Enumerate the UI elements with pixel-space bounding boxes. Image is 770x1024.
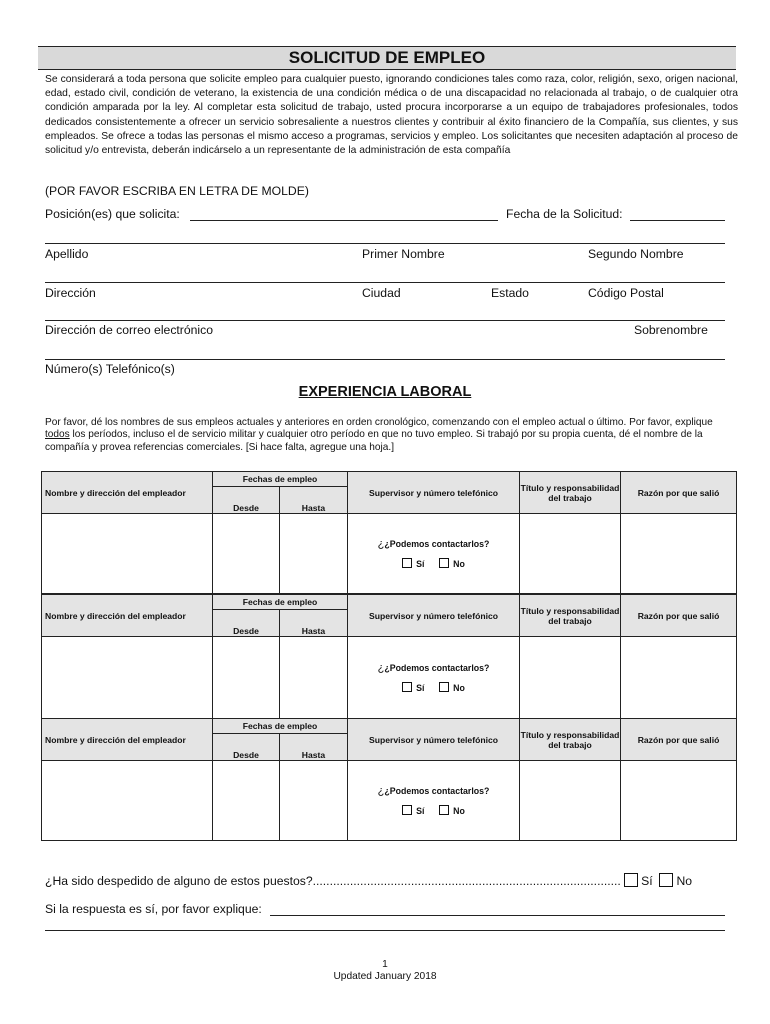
nickname-label: Sobrenombre <box>634 323 708 337</box>
contact-no-checkbox[interactable] <box>439 805 449 815</box>
employer-table-3 <box>41 718 737 841</box>
from-header: Desde <box>213 734 280 761</box>
state-label: Estado <box>491 286 529 300</box>
email-label: Dirección de correo electrónico <box>45 323 213 337</box>
job-title-cell[interactable] <box>520 514 621 594</box>
name-field-line[interactable] <box>45 243 725 244</box>
contact-yes-checkbox[interactable] <box>402 805 412 815</box>
supervisor-cell[interactable] <box>348 637 520 719</box>
job-title-header: Título y responsabilidad del trabajo <box>520 472 621 514</box>
to-header: Hasta <box>280 610 348 637</box>
employer-cell[interactable] <box>42 637 213 719</box>
explain-field[interactable] <box>270 915 725 916</box>
middle-name-label: Segundo Nombre <box>588 247 684 261</box>
employer-table-2 <box>41 594 737 719</box>
reason-cell[interactable] <box>621 761 737 841</box>
employer-header: Nombre y dirección del empleador <box>42 472 213 514</box>
application-date-label: Fecha de la Solicitud: <box>506 207 623 221</box>
supervisor-cell[interactable] <box>348 761 520 841</box>
last-name-label: Apellido <box>45 247 89 261</box>
contact-question: ¿¿Podemos contactarlos? <box>377 784 490 797</box>
reason-header: Razón por que salió <box>621 595 737 637</box>
instructions-underlined: todos <box>45 429 70 441</box>
contact-options <box>348 804 519 818</box>
eeo-statement: Se considerará a toda persona que solicite empleo para cualquier puesto, ignorando condiciones tales como raza, color, religión, sexo, origen nacional, edad, estado civil, condición de veterano, la existencia de una condición médica o de una discapacidad no relacionada al trabajo, o de cualquier otra condición amparada por la ley. Al completar esta solicitud de trabajo, usted procura incorporarse a un equipo de trabajadores profesionales, todos dedicados consistentemente a ofrecer un servicio sobresaliente a nuestros clientes y contribuir al éxito financiero de la Compañía, sus clientes, y sus empleados. Se ofrece a todas las personas el mismo acceso a programas, servicios y empleo. Los solicitantes que necesiten adaptación al proceso de solicitud y/o entrevista, deberán indicárselo a un representante de la administración de esta compañía <box>45 74 738 157</box>
job-title-header: Título y responsabilidad del trabajo <box>520 595 621 637</box>
phone-label: Número(s) Telefónico(s) <box>45 362 175 376</box>
page-title: SOLICITUD DE EMPLEO <box>38 46 736 70</box>
to-cell[interactable] <box>280 514 348 594</box>
contact-yes-label: Sí <box>416 805 425 816</box>
employer-header: Nombre y dirección del empleador <box>42 595 213 637</box>
employer-table-1 <box>41 471 737 594</box>
reason-header: Razón por que salió <box>621 719 737 761</box>
dates-header: Fechas de empleo <box>213 472 348 487</box>
from-header: Desde <box>213 610 280 637</box>
contact-question-text: ¿Podemos contactarlos? <box>384 538 490 549</box>
employer-cell[interactable] <box>42 514 213 594</box>
city-label: Ciudad <box>362 286 401 300</box>
address-field-line[interactable] <box>45 282 725 283</box>
contact-no-checkbox[interactable] <box>439 682 449 692</box>
employer-header: Nombre y dirección del empleador <box>42 719 213 761</box>
phone-field-line[interactable] <box>45 359 725 360</box>
fired-no-checkbox[interactable] <box>659 873 673 887</box>
to-cell[interactable] <box>280 761 348 841</box>
from-cell[interactable] <box>213 514 280 594</box>
dates-header: Fechas de empleo <box>213 595 348 610</box>
application-date-field[interactable] <box>630 220 725 221</box>
fired-yes-label: Sí <box>641 874 653 888</box>
contact-options <box>348 557 519 571</box>
position-field[interactable] <box>190 220 498 221</box>
supervisor-header: Supervisor y número telefónico <box>348 472 520 514</box>
contact-options <box>348 681 519 695</box>
contact-no-checkbox[interactable] <box>439 558 449 568</box>
contact-question-text: ¿Podemos contactarlos? <box>384 662 490 673</box>
contact-yes-checkbox[interactable] <box>402 682 412 692</box>
reason-header: Razón por que salió <box>621 472 737 514</box>
instructions-part1: Por favor, dé los nombres de sus empleos actuales y anteriores en orden cronológico, comenzando con el empleo actual o último. Por favor, explique <box>45 417 713 428</box>
supervisor-header: Supervisor y número telefónico <box>348 595 520 637</box>
updated-note: Updated January 2018 <box>333 971 437 982</box>
employer-cell[interactable] <box>42 761 213 841</box>
job-title-header: Título y responsabilidad del trabajo <box>520 719 621 761</box>
first-name-label: Primer Nombre <box>362 247 445 261</box>
fired-question-row <box>45 873 692 888</box>
fired-no-label: No <box>676 874 693 888</box>
contact-yes-checkbox[interactable] <box>402 558 412 568</box>
explain-label: Si la respuesta es sí, por favor explique: <box>45 902 262 916</box>
fired-yes-checkbox[interactable] <box>624 873 638 887</box>
email-field-line[interactable] <box>45 320 725 321</box>
from-cell[interactable] <box>213 761 280 841</box>
work-experience-instructions <box>45 417 735 454</box>
contact-no-label: No <box>453 805 465 816</box>
from-cell[interactable] <box>213 637 280 719</box>
from-header: Desde <box>213 487 280 514</box>
job-title-cell[interactable] <box>520 637 621 719</box>
explain-field-line-2[interactable] <box>45 930 725 931</box>
to-header: Hasta <box>280 734 348 761</box>
instructions-part2: los períodos, incluso el de servicio militar y cualquier otro período en que no tuvo empleo. Si trabajó por su propia cuenta, dé el nombre de la compañía y provea referencias comerciales. [Si hace falta, agregue una hoja.] <box>45 429 703 453</box>
print-note: (POR FAVOR ESCRIBA EN LETRA DE MOLDE) <box>45 184 309 198</box>
to-cell[interactable] <box>280 637 348 719</box>
supervisor-cell[interactable] <box>348 514 520 594</box>
address-label: Dirección <box>45 286 96 300</box>
page-number: 1 <box>382 959 388 970</box>
reason-cell[interactable] <box>621 514 737 594</box>
dates-header: Fechas de empleo <box>213 719 348 734</box>
zip-label: Código Postal <box>588 286 664 300</box>
contact-no-label: No <box>453 558 465 569</box>
position-label: Posición(es) que solicita: <box>45 207 180 221</box>
fired-question: ¿Ha sido despedido de alguno de estos puestos?........................................................................................... <box>45 874 625 888</box>
to-header: Hasta <box>280 487 348 514</box>
contact-no-label: No <box>453 682 465 693</box>
contact-question: ¿¿Podemos contactarlos? <box>377 661 490 674</box>
reason-cell[interactable] <box>621 637 737 719</box>
work-experience-title: EXPERIENCIA LABORAL <box>298 384 472 400</box>
contact-yes-label: Sí <box>416 558 425 569</box>
contact-question-text: ¿Podemos contactarlos? <box>384 785 490 796</box>
job-title-cell[interactable] <box>520 761 621 841</box>
contact-yes-label: Sí <box>416 682 425 693</box>
contact-question: ¿¿Podemos contactarlos? <box>377 537 490 550</box>
supervisor-header: Supervisor y número telefónico <box>348 719 520 761</box>
